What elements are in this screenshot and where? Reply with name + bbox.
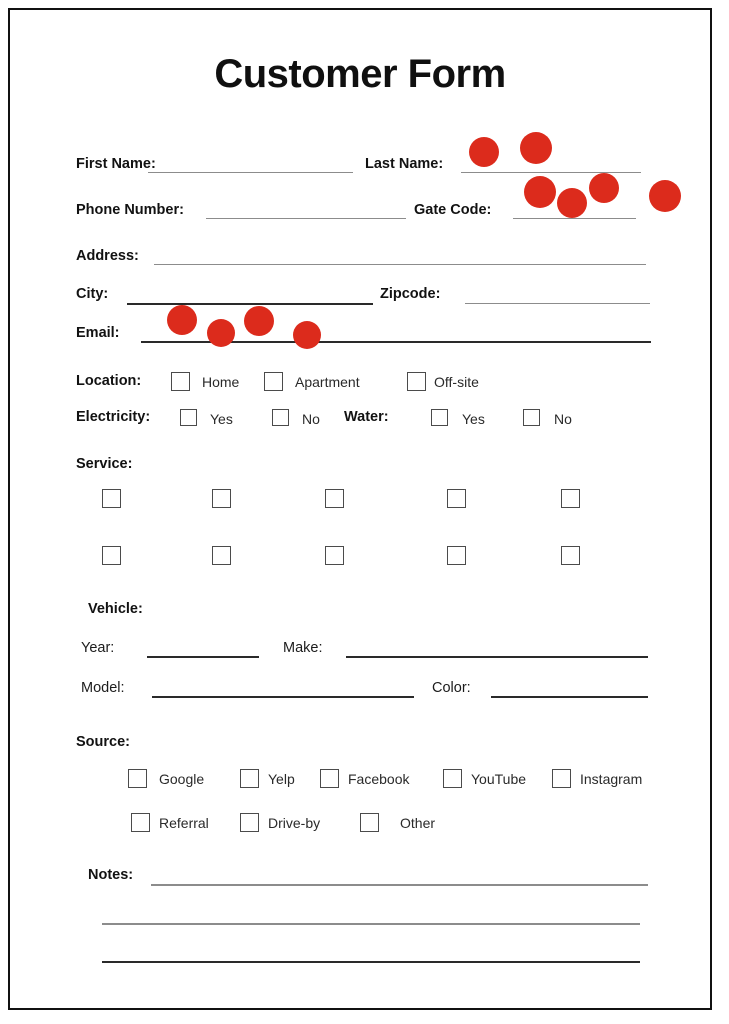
last-name-input[interactable]	[461, 172, 641, 173]
checkbox-source-instagram[interactable]	[552, 769, 571, 788]
source-option-driveby-label: Drive-by	[268, 815, 321, 831]
checkbox-electricity-yes[interactable]	[180, 409, 197, 426]
checkbox-water-no[interactable]	[523, 409, 540, 426]
vehicle-make-label: Make:	[283, 640, 323, 656]
notes-line-1[interactable]	[151, 884, 648, 886]
checkbox-source-google[interactable]	[128, 769, 147, 788]
source-option-yelp-label: Yelp	[268, 771, 295, 787]
source-option-youtube-label: YouTube	[471, 771, 527, 787]
vehicle-color-label: Color:	[432, 680, 471, 696]
checkbox-source-facebook[interactable]	[320, 769, 339, 788]
checkbox-water-yes[interactable]	[431, 409, 448, 426]
page-title: Customer Form	[214, 52, 506, 96]
checkbox-source-referral[interactable]	[131, 813, 150, 832]
vehicle-model-input[interactable]	[152, 696, 414, 698]
zipcode-input[interactable]	[465, 303, 650, 304]
location-label: Location:	[76, 373, 142, 389]
service-label: Service:	[76, 456, 133, 472]
checkbox-location-apartment[interactable]	[264, 372, 283, 391]
vehicle-model-label: Model:	[81, 680, 125, 696]
vehicle-label: Vehicle:	[88, 601, 143, 617]
checkbox-electricity-no[interactable]	[272, 409, 289, 426]
checkbox-service-1-4[interactable]	[447, 489, 466, 508]
checkbox-service-1-1[interactable]	[102, 489, 121, 508]
water-option-no-label: No	[554, 411, 572, 427]
email-label: Email:	[76, 325, 120, 341]
annotation-dot-3	[524, 176, 556, 208]
first-name-input[interactable]	[148, 172, 353, 173]
annotation-dot-4	[557, 188, 587, 218]
checkbox-service-2-2[interactable]	[212, 546, 231, 565]
first-name-label: First Name:	[76, 156, 156, 172]
checkbox-source-driveby[interactable]	[240, 813, 259, 832]
checkbox-service-1-2[interactable]	[212, 489, 231, 508]
last-name-label: Last Name:	[365, 156, 444, 172]
location-option-home-label: Home	[202, 374, 240, 390]
vehicle-year-input[interactable]	[147, 656, 259, 658]
electricity-label: Electricity:	[76, 409, 151, 425]
gate-code-input[interactable]	[513, 218, 636, 219]
annotation-dot-1	[469, 137, 499, 167]
annotation-dot-6	[649, 180, 681, 212]
form-page	[8, 8, 712, 1010]
city-input[interactable]	[127, 303, 373, 305]
vehicle-make-input[interactable]	[346, 656, 648, 658]
checkbox-source-youtube[interactable]	[443, 769, 462, 788]
annotation-dot-8	[207, 319, 235, 347]
checkbox-service-2-5[interactable]	[561, 546, 580, 565]
electricity-option-no-label: No	[302, 411, 320, 427]
source-option-google-label: Google	[159, 771, 205, 787]
location-option-apartment-label: Apartment	[295, 374, 360, 390]
water-option-yes-label: Yes	[462, 411, 485, 427]
source-label: Source:	[76, 734, 130, 750]
location-option-offsite-label: Off-site	[434, 374, 479, 390]
source-option-other-label: Other	[400, 815, 436, 831]
checkbox-service-2-3[interactable]	[325, 546, 344, 565]
annotation-dot-5	[589, 173, 619, 203]
source-option-facebook-label: Facebook	[348, 771, 410, 787]
checkbox-service-1-5[interactable]	[561, 489, 580, 508]
city-label: City:	[76, 286, 109, 302]
phone-number-input[interactable]	[206, 218, 406, 219]
address-label: Address:	[76, 248, 139, 264]
notes-label: Notes:	[88, 867, 134, 883]
address-input[interactable]	[154, 264, 646, 265]
checkbox-location-home[interactable]	[171, 372, 190, 391]
water-label: Water:	[344, 409, 389, 425]
checkbox-location-offsite[interactable]	[407, 372, 426, 391]
checkbox-service-2-1[interactable]	[102, 546, 121, 565]
annotation-dot-2	[520, 132, 552, 164]
electricity-option-yes-label: Yes	[210, 411, 233, 427]
source-option-instagram-label: Instagram	[580, 771, 643, 787]
vehicle-color-input[interactable]	[491, 696, 648, 698]
checkbox-source-yelp[interactable]	[240, 769, 259, 788]
checkbox-source-other[interactable]	[360, 813, 379, 832]
zipcode-label: Zipcode:	[380, 286, 441, 302]
vehicle-year-label: Year:	[81, 640, 115, 656]
annotation-dot-10	[293, 321, 321, 349]
notes-line-3[interactable]	[102, 961, 640, 963]
annotation-dot-9	[244, 306, 274, 336]
checkbox-service-2-4[interactable]	[447, 546, 466, 565]
gate-code-label: Gate Code:	[414, 202, 492, 218]
annotation-dot-7	[167, 305, 197, 335]
source-option-referral-label: Referral	[159, 815, 209, 831]
notes-line-2[interactable]	[102, 923, 640, 925]
phone-number-label: Phone Number:	[76, 202, 184, 218]
checkbox-service-1-3[interactable]	[325, 489, 344, 508]
